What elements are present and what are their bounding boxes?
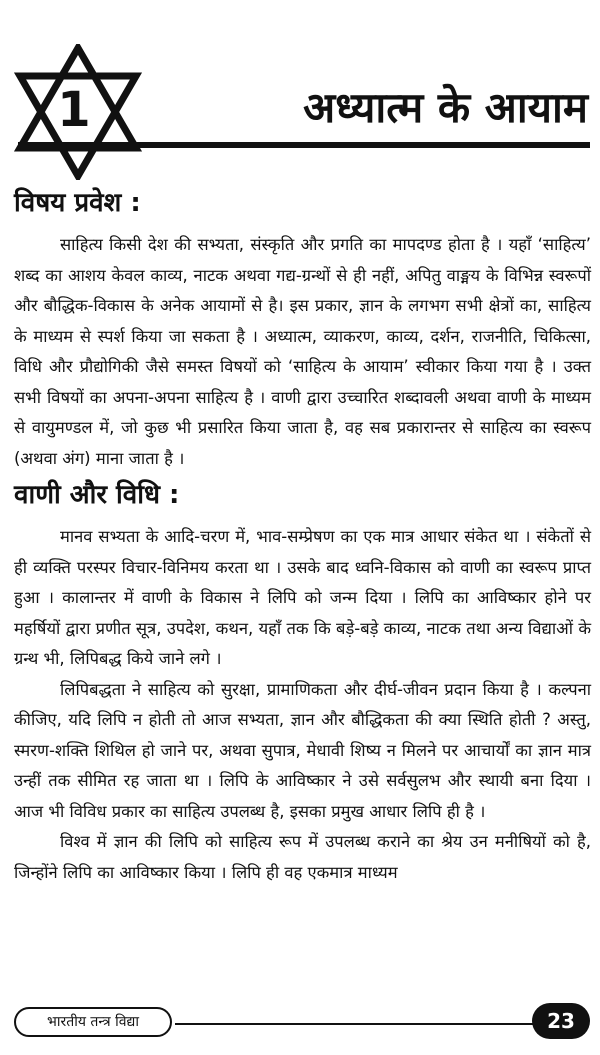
header-rule — [18, 142, 590, 148]
paragraph: साहित्य किसी देश की सभ्यता, संस्कृति और प्रगति का मापदण्ड होता है । यहाँ ‘साहित्य’ शब्द का आशय केवल काव्य, नाटक अथवा गद्य-ग्रन्थों से ही नहीं, अपितु वाङ्मय के विभिन्न स्वरूपों और बौद्धिक-विकास के अनेक आयामों से है। इस प्रकार, ज्ञान के लगभग सभी क्षेत्रों का, साहित्य के माध्यम से स्पर्श किया जा सकता है । अध्यात्म, व्याकरण, काव्य, दर्शन, राजनीति, चिकित्सा, विधि और प्रौद्योगिकी जैसे समस्त विषयों को ‘साहित्य के आयाम’ स्वीकार किया गया है । उक्त सभी विषयों का अपना-अपना साहित्य है । वाणी द्वारा उच्चारित शब्दावली अथवा वाणी के माध्यम से वायुमण्डल में, जो कुछ भी प्रसारित किया जाता है, वह सब प्रकारान्तर से साहित्य का स्वरूप (अथवा अंग) माना जाता है । — [14, 235, 591, 468]
section-heading-vishay-pravesh: विषय प्रवेश : — [14, 188, 141, 218]
paragraph: विश्व में ज्ञान की लिपि को साहित्य रूप में उपलब्ध कराने का श्रेय उन मनीषियों को है, जिन्होंने लिपि का आविष्कार किया । लिपि ही वह एकमात्र माध्यम — [14, 832, 591, 882]
body-text — [14, 186, 591, 888]
page-number: 23 — [532, 1003, 590, 1039]
footer-rule — [175, 1023, 540, 1025]
chapter-number: 1 — [57, 82, 91, 138]
paragraph: मानव सभ्यता के आदि-चरण में, भाव-सम्प्रेषण का एक मात्र आधार संकेत था । संकेतों से ही व्यक्ति परस्पर विचार-विनिमय करता था । उसके बाद ध्वनि-विकास को वाणी का स्वरूप प्राप्त हुआ । कालान्तर में वाणी के विकास ने लिपि को जन्म दिया । लिपि का आविष्कार होने पर महर्षियों द्वारा प्रणीत सूत्र, उपदेश, कथन, यहाँ तक कि बड़े-बड़े काव्य, नाटक तथा अन्य विद्याओं के ग्रन्थ भी, लिपिबद्ध किये जाने लगे । — [14, 527, 591, 668]
chapter-title: अध्यात्म के आयाम — [303, 83, 588, 132]
section-heading-vani-aur-vidhi: वाणी और विधि : — [14, 480, 180, 510]
footer-book-title: भारतीय तन्त्र विद्या — [14, 1007, 172, 1037]
paragraph: लिपिबद्धता ने साहित्य को सुरक्षा, प्रामाणिकता और दीर्घ-जीवन प्रदान किया है । कल्पना कीजिए, यदि लिपि न होती तो आज सभ्यता, ज्ञान और बौद्धिकता की क्या स्थिति होती ? अस्तु, स्मरण-शक्ति शिथिल हो जाने पर, अथवा सुपात्र, मेधावी शिष्य न मिलने पर आचार्यों का ज्ञान मात्र उन्हीं तक सीमित रह जाता था । लिपि के आविष्कार ने उसे सर्वसुलभ और स्थायी बना दिया । आज भी विविध प्रकार का साहित्य उपलब्ध है, इसका प्रमुख आधार लिपि ही है । — [14, 679, 591, 821]
